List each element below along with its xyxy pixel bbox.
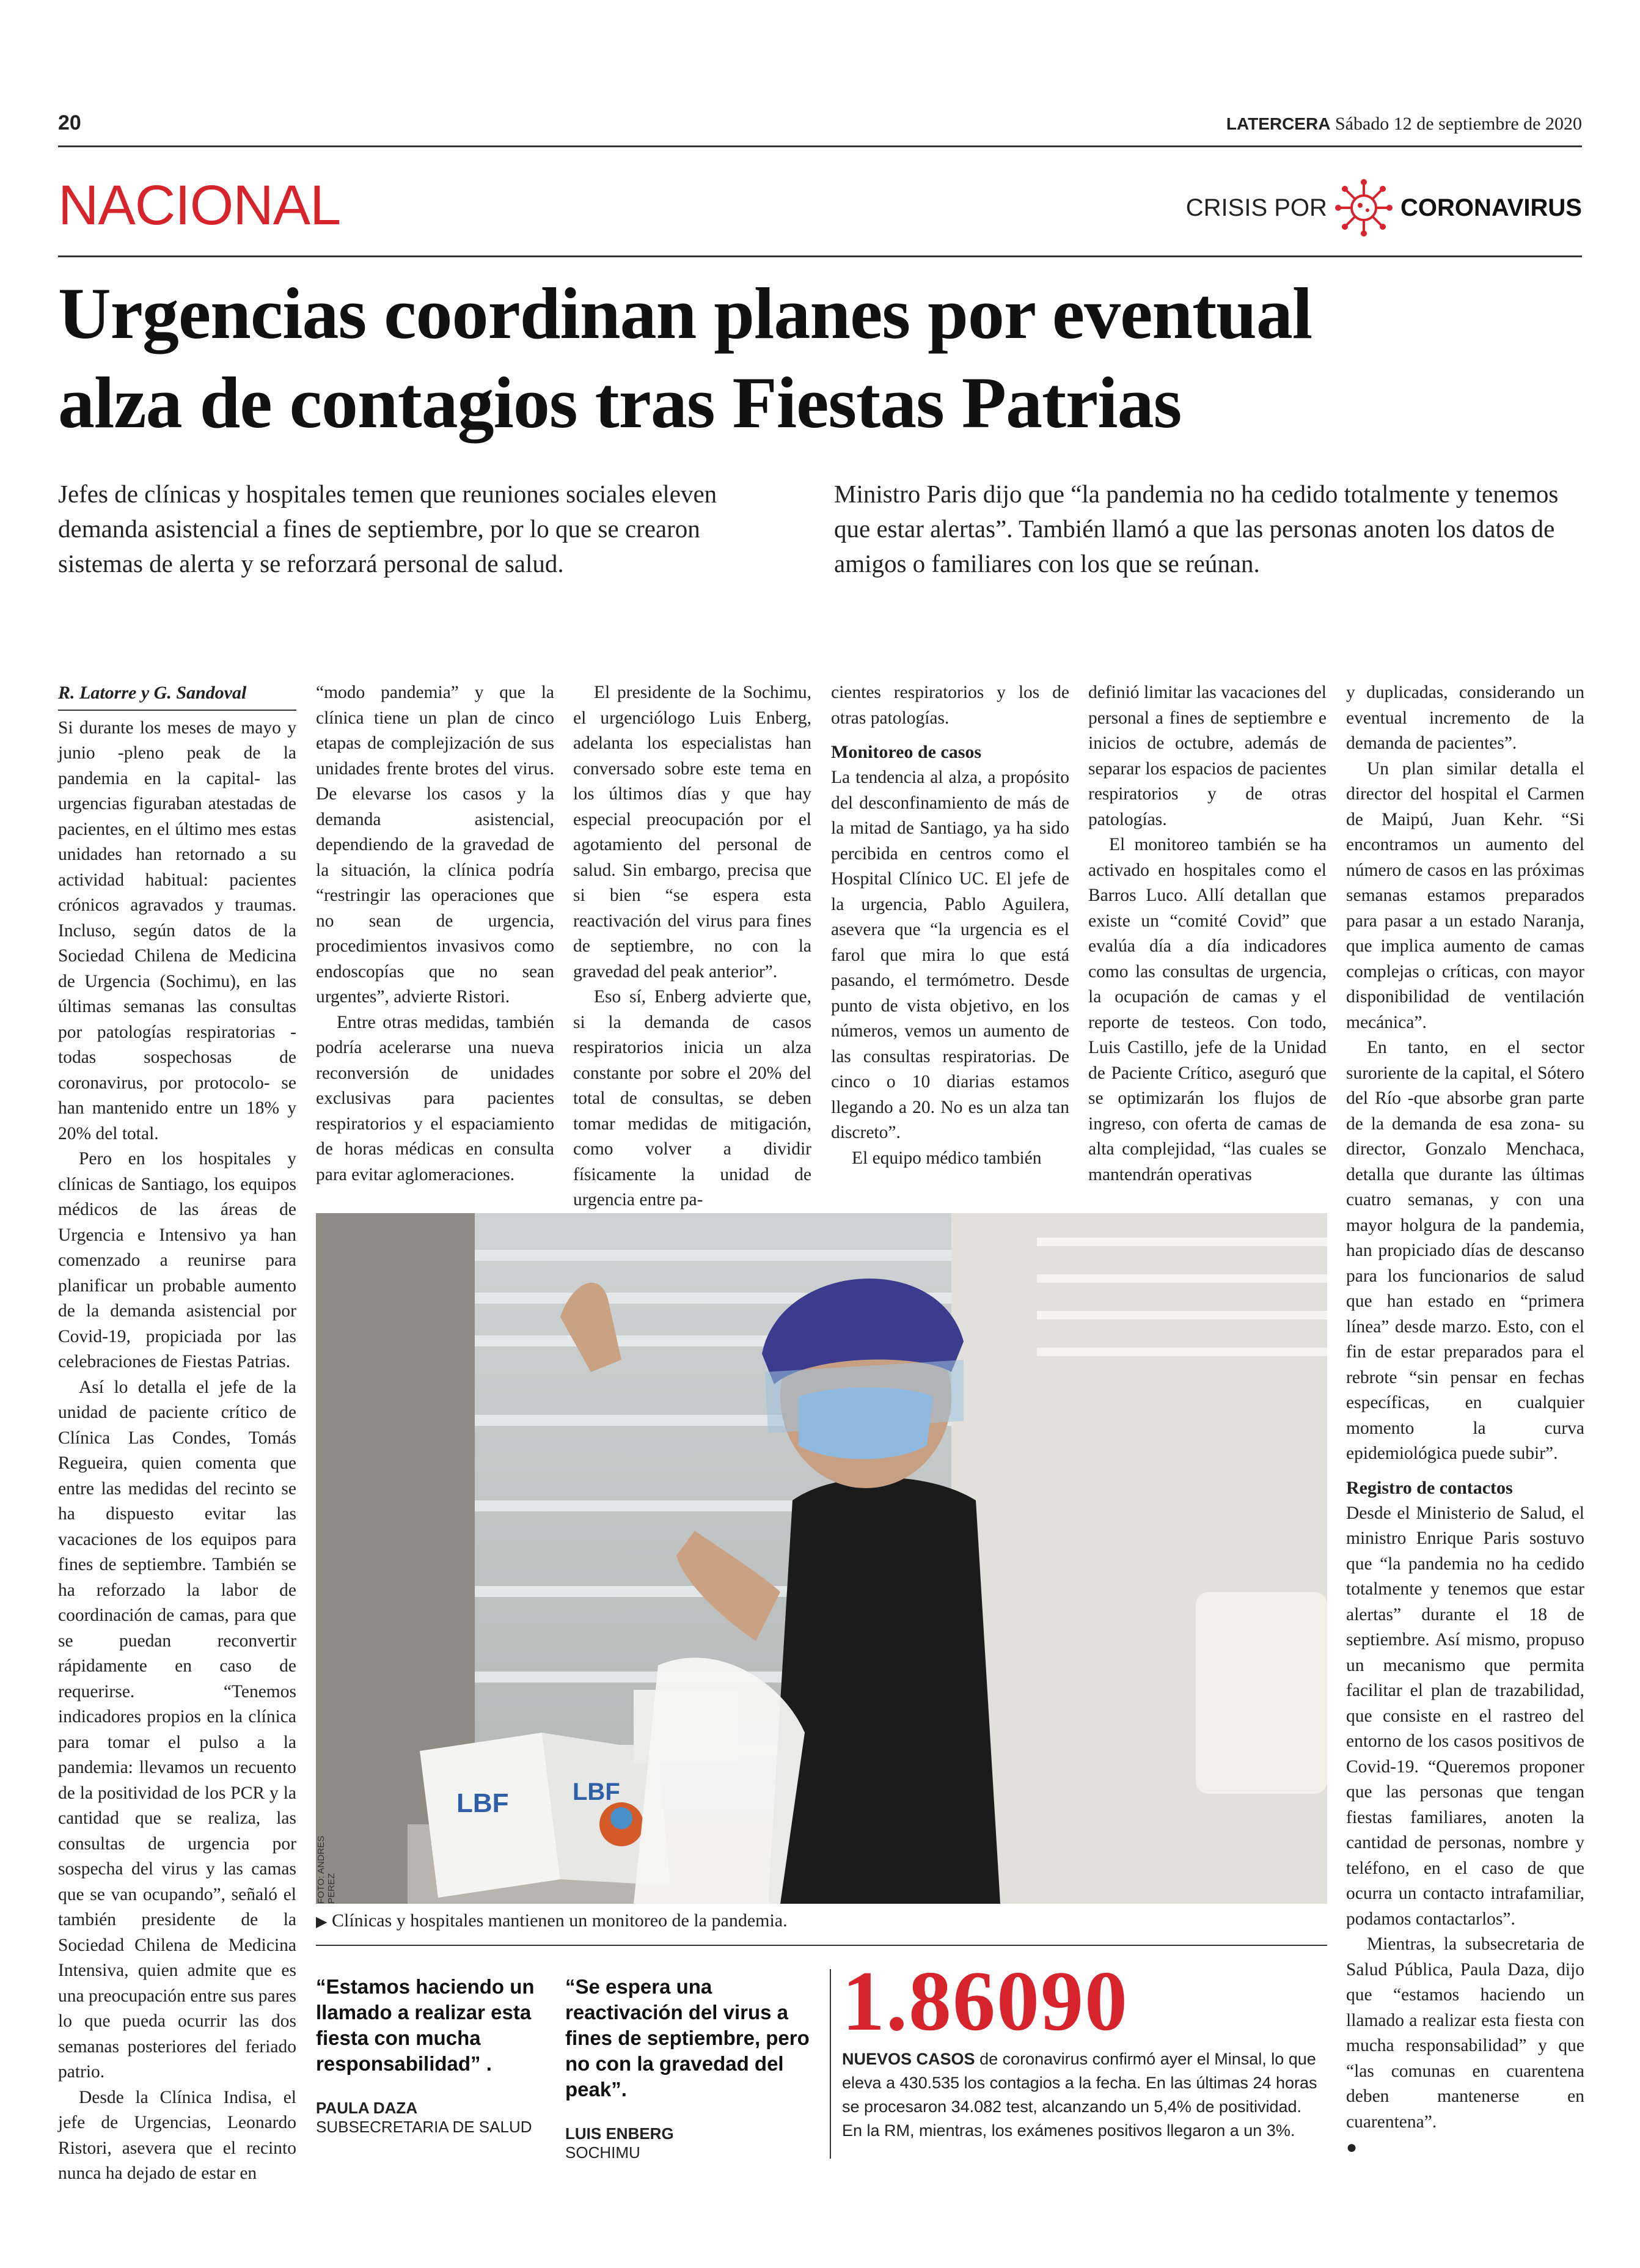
deck-left: Jefes de clínicas y hospitales temen que reuniones sociales eleven demanda asistencial a fines de septiembre, por lo que se crearon sistemas de alerta y se reforzará personal de salud. [58,480,717,578]
section-title: NACIONAL [58,174,341,237]
caption-text: Clínicas y hospitales mantienen un monitoreo de la pandemia. [331,1910,788,1931]
quote-text: “Estamos haciendo un llamado a realizar esta fiesta con mucha responsabilidad” . [316,1975,535,2075]
article-column-4 [831,680,1069,1171]
quote-role: SUBSECRETARIA DE SALUD [316,2118,532,2136]
article-photo [316,1213,1327,1904]
svg-text:LBF: LBF [456,1788,509,1818]
paragraph: El monitoreo también se ha activado en hospitales como el Barros Luco. Allí detallan que existe un “comité Covid” que evalúa día a día indicadores como las consultas de urgencia, la ocupación de camas y el reporte de testeos. Con todo, Luis Castillo, jefe de la Unidad de Paciente Crítico, aseguró que se optimizarán los flujos de ingreso, con oferta de camas de alta complejidad, “las cuales se mantendrán operativas [1088,835,1327,1184]
article-column-1 [58,680,296,2187]
paragraph: El presidente de la Sochimu, el urgenciólogo Luis Enberg, adelanta los especialistas han conversado sobre este tema en los últimos días y que hay especial preocupación por el agotamiento del personal de salud. Sin embargo, precisa que si bien “se espera esta reactivación del virus para fines de septiembre, no con la gravedad del peak anterior”. [573,683,811,982]
subhead: Monitoreo de casos [831,742,982,762]
brand-name: LATERCERA [1226,114,1331,133]
paragraph: definió limitar las vacaciones del personal a fines de septiembre e inicios de octubre, además de separar los espacios de pacientes respiratorios y de otras patologías. [1088,683,1327,829]
svg-text:LBF: LBF [573,1778,620,1805]
article-column-3 [573,680,811,1213]
quote-name: PAULA DAZA [316,2099,418,2117]
byline: R. Latorre y G. Sandoval [58,680,296,711]
quote-text: “Se espera una reactivación del virus a fines de septiembre, pero no con la gravedad del peak”. [565,1975,810,2101]
article-column-5 [1088,680,1327,1187]
paragraph: En tanto, en el sector suroriente de la capital, el Sótero del Río -que absorbe gran parte de la demanda de esa zona- su director, Gonzalo Menchaca, detalla que durante las últimas cuatro semanas, y con una mayor holgura de la pandemia, han propiciado días de descanso para los funcionarios de salud que han estado en “primera línea” desde marzo. Esto, con el fin de estar preparados para el rebrote “sin pensar en fechas específicas, en cualquier momento la curva epidemiológica puede subir”. [1346,1038,1584,1463]
paragraph: Desde la Clínica Indisa, el jefe de Urgencias, Leonardo Ristori, asevera que el recinto nunca ha dejado de estar en [58,2087,296,2183]
subhead: Registro de contactos [1346,1477,1513,1498]
stat-box [842,1956,1325,2143]
paragraph: El equipo médico también [852,1148,1042,1168]
photo-illustration [316,1213,1327,1904]
issue-date: Sábado 12 de septiembre de 2020 [1334,114,1582,134]
paragraph: cientes respiratorios y los de otras patologías. [831,683,1069,728]
crisis-prefix: CRISIS POR [1185,194,1327,221]
paragraph: Si durante los meses de mayo y junio -pleno peak de la pandemia en la capital- las urgencias figuraban atestadas de pacientes, en el último mes estas unidades han retornado a su actividad habitual: pacientes crónicos agravados y traumas. Incluso, según datos de la Sociedad Chilena de Medicina de Urgencia (Sochimu), en las últimas semanas las consultas por patologías respiratorias -todas sospechosas de coronavirus, por protocolo- se han mantenido entre un 18% y 20% del total. [58,717,296,1143]
article-column-6 [1346,680,1584,2161]
crisis-tag [1186,183,1582,232]
stat-label: NUEVOS CASOS [842,2050,975,2068]
stat-text: de coronavirus confirmó ayer el Minsal, lo que eleva a 430.535 los contagios a la fecha. En las últimas 24 horas se procesaron 34.082 test, alcanzando un 5,4% de positividad. En la RM, mientras, los exámenes positivos llegaron a un 3%. [842,2050,1317,2140]
virus-icon [1334,178,1393,237]
caption-arrow-icon: ▶ [316,1914,328,1930]
paragraph: Entre otras medidas, también podría acelerarse una nueva reconversión de unidades exclusivas para pacientes respiratorios y el espaciamiento de horas médicas en consulta para evitar aglomeraciones. [316,1012,554,1184]
caption-rule [316,1945,1327,1946]
section-rule [58,255,1582,257]
photo-credit: FOTO: ANDRES PEREZ [316,1835,337,1904]
paragraph: Pero en los hospitales y clínicas de Santiago, los equipos médicos de las áreas de Urgencia e Intensivo ya han comenzado a reunirse para planificar un probable aumento de la demanda asistencial por Covid-19, propiciada por las celebraciones de Fiestas Patrias. [58,1149,296,1371]
headline-line-1: Urgencias coordinan planes por eventual [58,273,1312,354]
paragraph: Eso sí, Enberg advierte que, si la demanda de casos respiratorios inicia un alza constante por sobre el 20% del total de consultas, se deben tomar medidas de mitigación, como volver a dividir físicamente la unidad de urgencia entre pa- [573,987,811,1209]
quote-2 [565,1974,816,2162]
stat-description [842,2047,1325,2143]
paragraph: Un plan similar detalla el director del hospital el Carmen de Maipú, Juan Kehr. “Si encontramos un aumento del número de casos en las próximas semanas estamos preparados para pasar a un estado Naranja, que implica aumento de camas complejas o críticas, con mayor disponibilidad de ventilación mecánica”. [1346,758,1584,1032]
header-meta [1226,114,1582,134]
paragraph: Así lo detalla el jefe de la unidad de paciente crítico de Clínica Las Condes, Tomás Regueira, quien comenta que entre las medidas del recinto se ha dispuesto evitar las vacaciones de los equipos para fines de septiembre. También se ha reforzado la labor de coordinación de camas, para que se puedan reconvertir rápidamente en caso de requerirse. “Tenemos indicadores propios en la clínica para tomar el pulso a la pandemia: llevamos un recuento de la positividad de los PCR y la cantidad que se realiza, las consultas de urgencia por sospecha del virus y las camas que se van ocupando”, señaló el también presidente de la Sociedad Chilena de Medicina Intensiva, quien admite que es una preocupación entre sus pares lo que pueda ocurrir las dos semanas posteriores del feriado patrio. [58,1377,296,2082]
paragraph: Mientras, la subsecretaria de Salud Pública, Paula Daza, dijo que “estamos haciendo un llamado a realizar esta fiesta con mucha responsabilidad” y que “las comunas en cuarentena deben mantenerse en cuarentena”. [1346,1934,1584,2132]
paragraph: Desde el Ministerio de Salud, el ministro Enrique Paris sostuvo que “la pandemia no ha cedido totalmente y tenemos que estar alertas” durante el 18 de septiembre. Así mismo, propuso un mecanismo que permita facilitar el plan de trazabilidad, que consiste en el rastreo del entorno de los casos positivos de Covid-19. “Queremos proponer que las personas que tengan fiestas familiares, anoten la cantidad de personas, nombre y teléfono, en el caso de que ocurra un contacto intrafamiliar, podamos contactarlos”. [1346,1503,1584,1929]
page-number: 20 [58,111,81,134]
photo-caption [316,1910,788,1931]
headline [58,269,1582,447]
end-mark-icon: ● [1346,2137,1358,2157]
deck-right: Ministro Paris dijo que “la pandemia no ha cedido totalmente y tenemos que estar alertas”. También llamó a que las personas anoten los datos de amigos o familiares con los que se reúnan. [834,480,1559,578]
stat-divider [830,1969,831,2159]
top-rule [58,145,1582,147]
paragraph: y duplicadas, considerando un eventual incremento de la demanda de pacientes”. [1346,683,1584,753]
article-column-2 [316,680,554,1187]
headline-line-2: alza de contagios tras Fiestas Patrias [58,362,1182,443]
stat-number: 1.86090 [842,1954,1129,2049]
crisis-topic: CORONAVIRUS [1400,194,1582,221]
quote-role: SOCHIMU [565,2143,640,2162]
quote-name: LUIS ENBERG [565,2124,674,2143]
quote-1 [316,1974,548,2137]
paragraph: “modo pandemia” y que la clínica tiene un plan de cinco etapas de complejización de sus unidades frente brotes del virus. De elevarse los casos y la demanda asistencial, dependiendo de la gravedad de la situación, la clínica podría “restringir las operaciones que no sean de urgencia, procedimientos invasivos como endoscopías que no sean urgentes”, advierte Ristori. [316,683,554,1007]
paragraph: La tendencia al alza, a propósito del desconfinamiento de más de la mitad de Santiago, ya ha sido percibida en centros como el Hospital Clínico UC. El jefe de la urgencia, Pablo Aguilera, asevera que “la urgencia es el farol que mira lo que está pasando, el termómetro. Desde punto de vista objetivo, en los números, vemos un aumento de las consultas respiratorias. De cinco o 10 diarias estamos llegando a 20. No es un alza tan discreto”. [831,768,1069,1142]
